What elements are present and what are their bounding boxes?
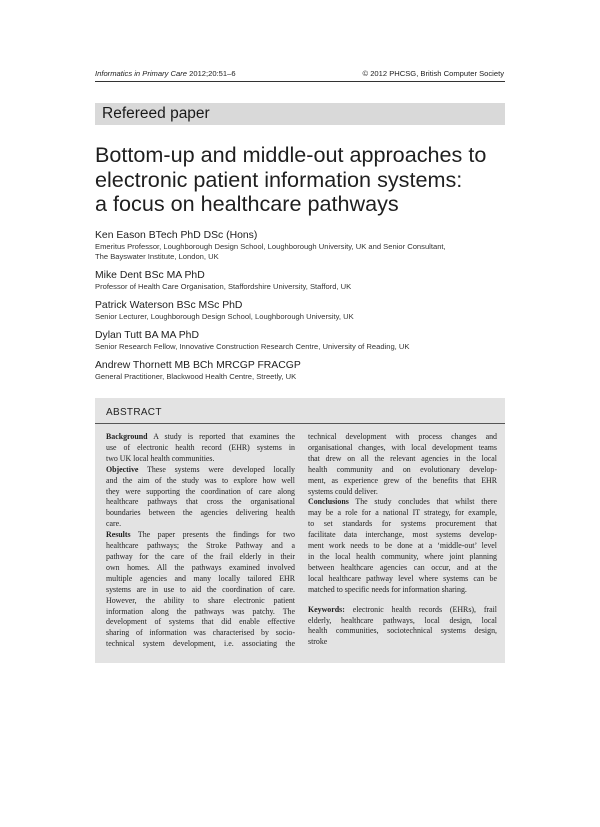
author-entry — [95, 300, 515, 322]
text-line: care. — [106, 519, 122, 529]
journal-name: Informatics in Primary Care — [95, 69, 187, 78]
abstract-paragraph-results-continued — [308, 432, 497, 497]
paragraph-label: Conclusions — [308, 497, 349, 507]
text-line: own homes. All the pathways examined involved — [106, 562, 295, 572]
text-line: healthcare pathways that cross the organisational — [106, 497, 295, 507]
running-header-journal — [95, 69, 236, 78]
text-line: ment, as experience grew of the benefits that EHR — [308, 475, 497, 485]
text-line: However, the ability to share electronic patient — [106, 595, 295, 605]
text-line: boundaries between the agencies delivering health — [106, 508, 295, 518]
title-line: Bottom-up and middle-out approaches to — [95, 142, 487, 167]
keywords-label: Keywords: — [308, 604, 345, 614]
text-line: sharing of information was characterised by socio- — [106, 628, 295, 638]
author-affiliation: Emeritus Professor, Loughborough Design School, Loughborough University, UK and Senior Consultant, — [95, 242, 446, 251]
author-name: Patrick Waterson BSc MSc PhD — [95, 300, 243, 312]
abstract-paragraph-background — [106, 432, 295, 465]
text-line: facilitate data interchange, most systems develop- — [308, 530, 497, 540]
keywords-gap — [308, 596, 497, 605]
abstract-keywords — [308, 605, 497, 649]
text-line: pathway for the care of the frail elderly in their — [106, 551, 295, 561]
text-line: they were supporting the coordination of care along — [106, 486, 295, 496]
author-name: Dylan Tutt BA MA PhD — [95, 330, 199, 342]
abstract-box — [95, 398, 505, 663]
author-name: Mike Dent BSc MA PhD — [95, 270, 205, 282]
text-line: systems are in use to aid the coordination of care. — [106, 584, 295, 594]
abstract-heading: ABSTRACT — [106, 407, 162, 418]
header-rule — [95, 81, 505, 82]
text-line: information along the pathways was patchy. The — [106, 606, 295, 616]
text-line: may be a role for a national IT strategy, for example, — [308, 508, 497, 518]
author-entry — [95, 330, 515, 352]
section-label-band — [95, 103, 505, 125]
text-line: The paper presents the findings for two — [137, 530, 295, 540]
author-list — [95, 230, 515, 390]
text-line: elderly, healthcare pathways, local design, local — [308, 615, 497, 625]
text-line: in the local health community, where joint planning — [308, 551, 497, 561]
text-line: ment work needs to be done at a ‘middle-out’ level — [308, 541, 497, 551]
text-line: These systems were developed locally — [147, 464, 295, 474]
text-line: systems could deliver. — [308, 486, 378, 496]
author-name: Ken Eason BTech PhD DSc (Hons) — [95, 230, 258, 241]
paragraph-label: Objective — [106, 464, 139, 474]
abstract-rule — [95, 423, 505, 424]
text-line: health communities, sociotechnical systems design, — [308, 626, 497, 636]
author-entry — [95, 230, 515, 263]
paragraph-label: Background — [106, 432, 148, 441]
paper-title — [95, 143, 515, 217]
text-line: local healthcare pathway level where systems can be — [308, 573, 497, 583]
section-label: Refereed paper — [102, 105, 210, 122]
author-affiliation: General Practitioner, Blackwood Health Centre, Streetly, UK — [95, 372, 297, 382]
copyright-notice: © 2012 PHCSG, British Computer Society — [362, 69, 504, 78]
author-affiliation: Senior Lecturer, Loughborough Design School, Loughborough University, UK — [95, 312, 354, 322]
journal-reference: 2012;20:51–6 — [189, 69, 236, 78]
text-line: The study concludes that whilst there — [355, 497, 497, 507]
text-line: technical system development, i.e. associating the — [106, 639, 295, 649]
text-line: organisational changes, with local development teams — [308, 442, 497, 452]
text-line: two UK local health communities. — [106, 453, 215, 463]
author-affiliation: Professor of Health Care Organisation, Staffordshire University, Stafford, UK — [95, 282, 352, 292]
text-line: electronic health records (EHRs), frail — [352, 604, 497, 614]
text-line: between healthcare agencies can occur, and at the — [308, 562, 497, 572]
text-line: stroke — [308, 637, 328, 647]
text-line: matched to specific needs for information sharing. — [308, 584, 467, 594]
title-line: electronic patient information systems: — [95, 166, 463, 192]
text-line: development of systems that did enable effective — [106, 617, 295, 627]
text-line: to set standards for systems procurement that — [308, 519, 497, 529]
text-line: health community and on evolutionary develop- — [308, 464, 497, 474]
paragraph-label: Results — [106, 530, 131, 540]
abstract-paragraph-objective — [106, 465, 295, 530]
text-line: technical development with process changes and — [308, 432, 497, 441]
author-name: Andrew Thornett MB BCh MRCGP FRACGP — [95, 360, 301, 372]
title-line: a focus on healthcare pathways — [95, 191, 399, 216]
author-affiliation: Senior Research Fellow, Innovative Construction Research Centre, University of Reading, UK — [95, 342, 410, 352]
text-line: and the aim of the study was to explore how well — [106, 475, 295, 485]
author-affiliation: The Bayswater Institute, London, UK — [95, 252, 219, 262]
abstract-paragraph-results — [106, 530, 295, 650]
text-line: healthcare pathways; the Stroke Pathway and a — [106, 541, 295, 551]
text-line: A study is reported that examines the — [153, 432, 295, 441]
abstract-paragraph-conclusions — [308, 497, 497, 595]
text-line: multiple agencies and many locally tailored EHR — [106, 573, 295, 583]
text-line: that drew on all the relevant agencies in the local — [308, 453, 497, 463]
text-line: use of electronic health record (EHR) systems in — [106, 442, 295, 452]
author-entry — [95, 270, 515, 292]
abstract-left-column — [106, 432, 295, 650]
author-entry — [95, 360, 515, 382]
abstract-right-column — [308, 432, 497, 648]
